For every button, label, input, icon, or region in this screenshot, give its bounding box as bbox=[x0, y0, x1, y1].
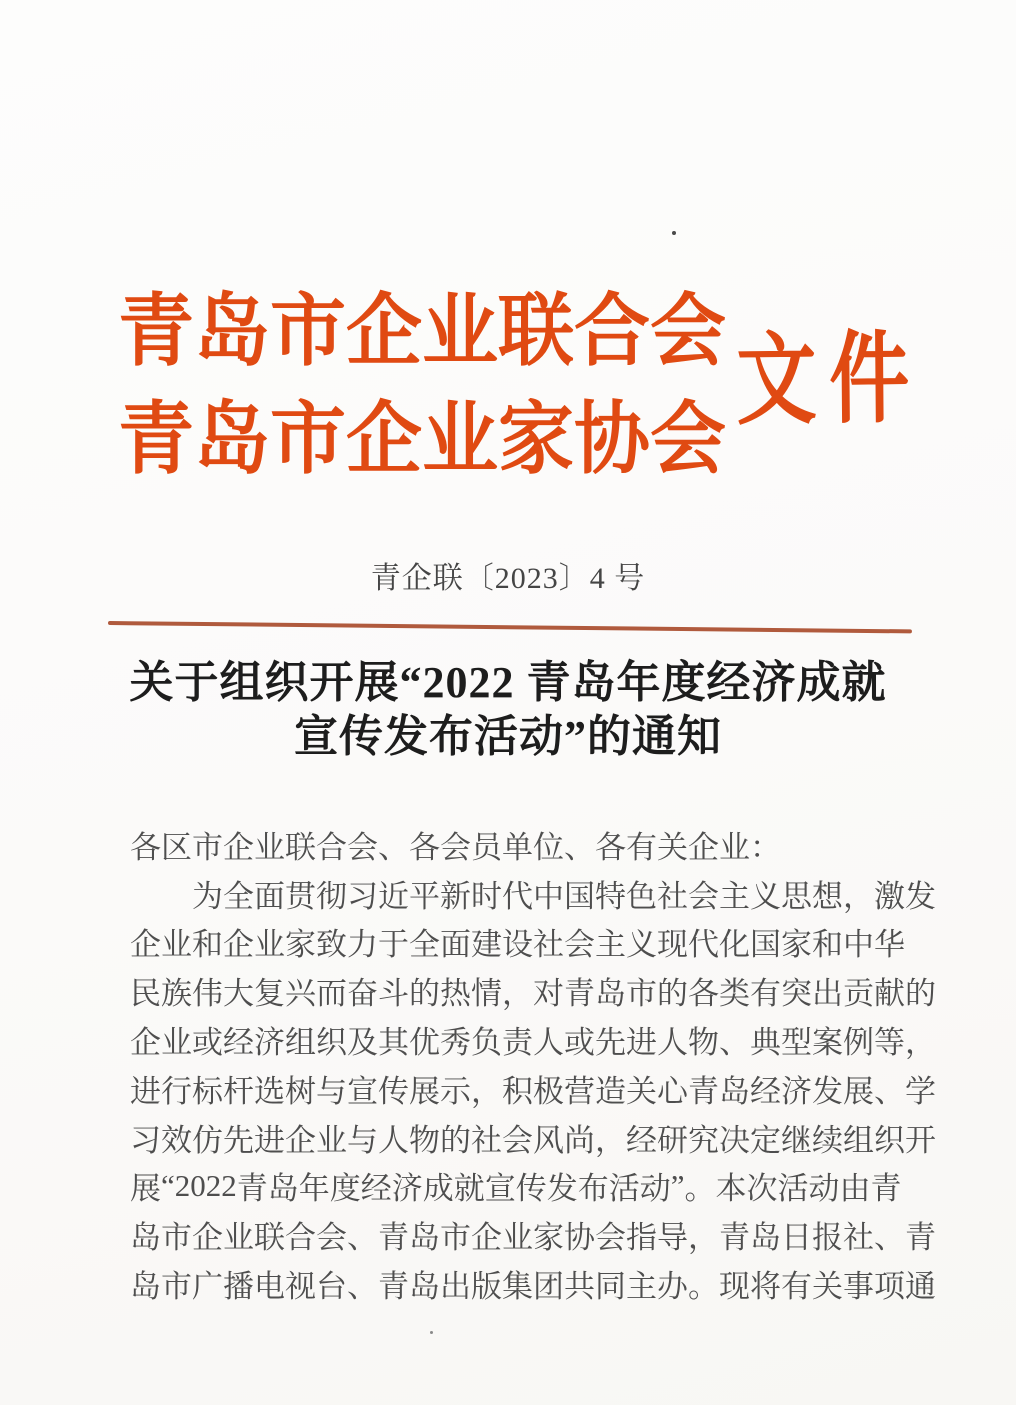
org-name-line-2: 青 岛 市 企 业 家 协 会 bbox=[118, 396, 726, 484]
salutation: 各区市企业联合会、各会员单位、各有关企业： bbox=[130, 829, 781, 865]
body-line: 习 效 仿 先 进 企 业 与 人 物 的 社 会 风 尚 ， 经 研 究 决 定 继 续 组 织 开 bbox=[130, 1122, 936, 1158]
body-line: 展 “ 2022 青 岛 年 度 经 济 成 就 宣 传 发 布 活 动 ” 。 本 次 活 动 由 青 bbox=[130, 1167, 902, 1207]
document-number: 青企联〔2023〕4 号 bbox=[370, 562, 646, 595]
body-line: 企 业 或 经 济 组 织 及 其 优 秀 负 责 人 或 先 进 人 物 、 典 型 案 例 等 ， bbox=[130, 1025, 936, 1061]
body-line: 岛 市 广 播 电 视 台 、 青 岛 出 版 集 团 共 同 主 办 。 现 将 有 关 事 项 通 bbox=[130, 1269, 936, 1305]
scan-speck bbox=[672, 231, 676, 235]
scan-speck bbox=[430, 1331, 433, 1334]
body-line: 企 业 和 企 业 家 致 力 于 全 面 建 设 社 会 主 义 现 代 化 国 家 和 中 华 bbox=[130, 927, 905, 963]
title-line-2: 宣传发布活动”的通知 bbox=[294, 712, 722, 761]
document-title bbox=[0, 656, 1016, 764]
document-body bbox=[130, 820, 936, 1308]
document-label: 文件 bbox=[735, 323, 923, 437]
title-line-1: 关于组织开展“2022 青岛年度经济成就 bbox=[129, 658, 887, 707]
body-line: 进 行 标 杆 选 树 与 宣 传 展 示 ， 积 极 营 造 关 心 青 岛 经 济 发 展 、 学 bbox=[130, 1073, 936, 1109]
body-line: 民 族 伟 大 复 兴 而 奋 斗 的 热 情 ， 对 青 岛 市 的 各 类 有 突 出 贡 献 的 bbox=[130, 976, 936, 1012]
red-divider-line bbox=[108, 621, 912, 633]
body-line: 岛 市 企 业 联 合 会 、 青 岛 市 企 业 家 协 会 指 导 ， 青 岛 日 报 社 、 青 bbox=[130, 1220, 936, 1256]
letterhead bbox=[118, 278, 726, 494]
org-name-line-1: 青 岛 市 企 业 联 合 会 bbox=[118, 288, 726, 376]
body-line: 为 全 面 贯 彻 习 近 平 新 时 代 中 国 特 色 社 会 主 义 思 想 ， 激 发 bbox=[192, 878, 936, 914]
body-paragraph bbox=[130, 869, 936, 1308]
